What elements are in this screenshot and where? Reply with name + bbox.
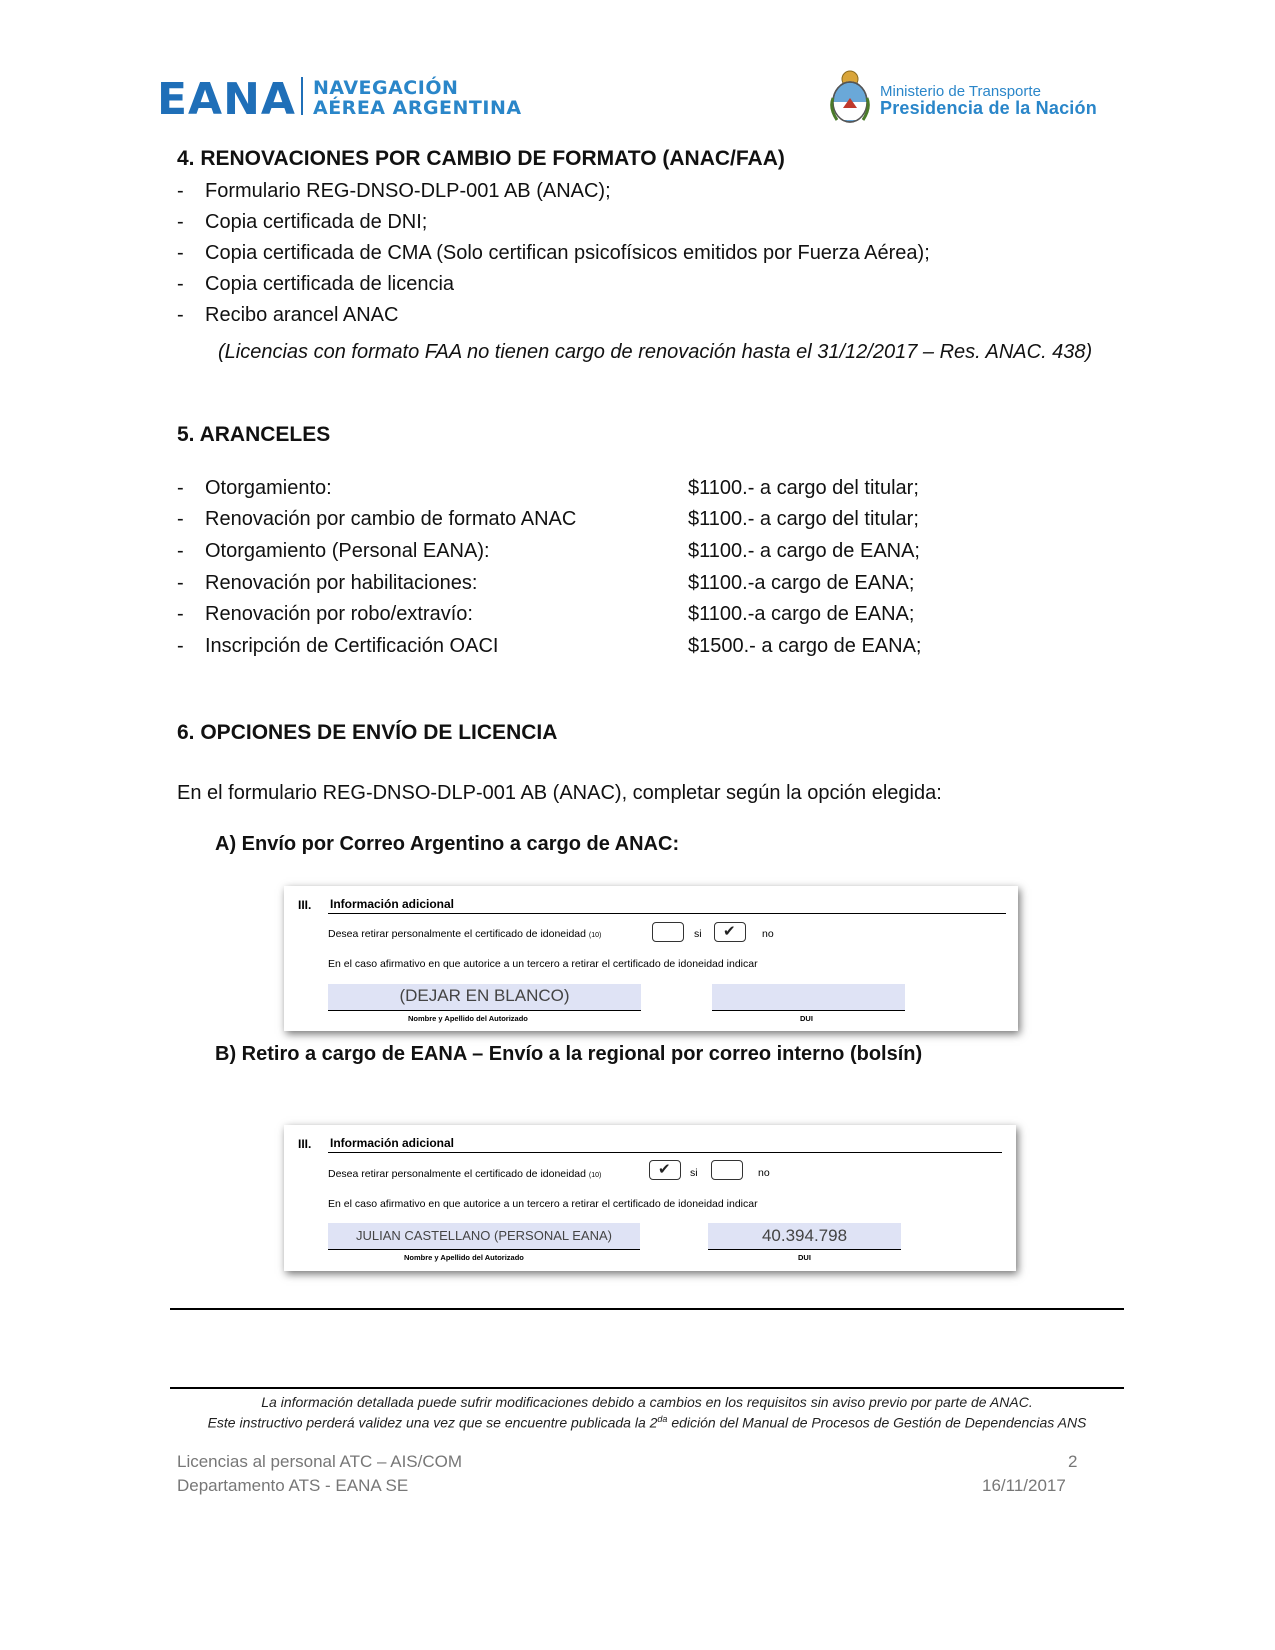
label-no: no xyxy=(762,928,774,940)
section4-note: (Licencias con formato FAA no tienen cargo de renovación hasta el 31/12/2017 – Res. ANAC. 438) xyxy=(218,341,1093,363)
section4-item: Formulario REG-DNSO-DLP-001 AB (ANAC); xyxy=(205,180,611,202)
checkbox-no[interactable] xyxy=(714,922,746,942)
fee-concept: Otorgamiento: xyxy=(205,477,332,499)
fee-concept: Renovación por robo/extravío: xyxy=(205,603,473,625)
bullet-dash: - xyxy=(177,540,184,562)
bullet-dash: - xyxy=(177,242,184,264)
section6-intro: En el formulario REG-DNSO-DLP-001 AB (ANAC), completar según la opción elegida: xyxy=(177,782,942,804)
bullet-dash: - xyxy=(177,304,184,326)
fee-amount: $1100.- a cargo de EANA; xyxy=(688,540,920,562)
dui-value: 40.394.798 xyxy=(761,1226,848,1245)
logo-divider xyxy=(301,77,303,115)
check-icon: ✔ xyxy=(658,1161,671,1178)
bullet-dash: - xyxy=(177,211,184,233)
authorized-name-value: JULIAN CASTELLANO (PERSONAL EANA) xyxy=(356,1228,612,1243)
ministry-name: Ministerio de Transporte xyxy=(880,83,1041,100)
fee-amount: $1100.- a cargo del titular; xyxy=(688,508,919,530)
fee-concept: Renovación por habilitaciones: xyxy=(205,572,478,594)
option-b-heading: B) Retiro a cargo de EANA – Envío a la regional por correo interno (bolsín) xyxy=(215,1043,923,1065)
eana-logo: EANA xyxy=(157,74,296,125)
form-option-b xyxy=(284,1125,1016,1271)
presidency-name: Presidencia de la Nación xyxy=(880,98,1097,118)
section4-item: Copia certificada de CMA (Solo certifican psicofísicos emitidos por Fuerza Aérea); xyxy=(205,242,930,264)
footer-department: Departamento ATS - EANA SE xyxy=(177,1476,409,1495)
dui-field[interactable] xyxy=(708,1223,901,1249)
form-title-rule xyxy=(328,1152,1002,1153)
bullet-dash: - xyxy=(177,180,184,202)
fee-concept: Inscripción de Certificación OACI xyxy=(205,635,499,657)
label-si: si xyxy=(694,928,702,940)
check-icon: ✔ xyxy=(723,923,736,940)
section4-item: Copia certificada de DNI; xyxy=(205,211,428,233)
page-divider xyxy=(170,1308,1124,1310)
bullet-dash: - xyxy=(177,572,184,594)
section4-item: Recibo arancel ANAC xyxy=(205,304,399,326)
fee-amount: $1100.-a cargo de EANA; xyxy=(688,603,915,625)
form-question: Desea retirar personalmente el certificado de idoneidad (10) xyxy=(328,1168,602,1180)
argentina-coat-of-arms-icon xyxy=(829,68,871,126)
form-question: Desea retirar personalmente el certificado de idoneidad (10) xyxy=(328,928,602,940)
form-section-number: III. xyxy=(298,1137,312,1151)
form-title: Información adicional xyxy=(330,897,455,911)
bullet-dash: - xyxy=(177,508,184,530)
field-underline xyxy=(328,1010,641,1011)
checkbox-si[interactable] xyxy=(649,1160,681,1180)
bullet-dash: - xyxy=(177,603,184,625)
option-a-heading: A) Envío por Correo Argentino a cargo de ANAC: xyxy=(215,833,680,855)
label-no: no xyxy=(758,1167,770,1179)
form-title: Información adicional xyxy=(330,1136,455,1150)
dui-field[interactable] xyxy=(712,984,905,1010)
caption-name: Nombre y Apellido del Autorizado xyxy=(404,1253,524,1262)
section4-item: Copia certificada de licencia xyxy=(205,273,455,295)
field-underline xyxy=(712,1010,905,1011)
authorized-name-field[interactable] xyxy=(328,1223,640,1249)
form-instruction: En el caso afirmativo en que autorice a un tercero a retirar el certificado de idoneidad indicar xyxy=(328,958,758,970)
bullet-dash: - xyxy=(177,273,184,295)
form-title-rule xyxy=(328,913,1006,914)
fee-concept: Renovación por cambio de formato ANAC xyxy=(205,508,577,530)
checkbox-no[interactable] xyxy=(711,1160,743,1180)
footer-page-number: 2 xyxy=(1068,1452,1078,1471)
label-si: si xyxy=(690,1167,698,1179)
form-section-number: III. xyxy=(298,898,312,912)
field-underline xyxy=(328,1249,640,1250)
bullet-dash: - xyxy=(177,477,184,499)
section4-title: 4. RENOVACIONES POR CAMBIO DE FORMATO (ANAC/FAA) xyxy=(177,147,785,170)
field-underline xyxy=(708,1249,901,1250)
footnote-line-2: Este instructivo perderá validez una vez que se encuentre publicada la $2^{da}$ edición del Manual de Procesos de Gestión de Dependencias ANS xyxy=(207,1414,1087,1431)
section6-title: 6. OPCIONES DE ENVÍO DE LICENCIA xyxy=(177,721,558,744)
logo-subtitle-2: AÉREA ARGENTINA xyxy=(313,97,522,119)
fee-concept: Otorgamiento (Personal EANA): xyxy=(205,540,490,562)
form-option-a xyxy=(284,886,1018,1031)
fee-amount: $1100.- a cargo del titular; xyxy=(688,477,919,499)
authorized-name-value: (DEJAR EN BLANCO) xyxy=(399,986,570,1005)
caption-dui: DUI xyxy=(800,1014,813,1023)
footer-document-title: Licencias al personal ATC – AIS/COM xyxy=(177,1452,463,1471)
logo-subtitle-1: NAVEGACIÓN xyxy=(313,77,459,99)
fee-amount: $1500.- a cargo de EANA; xyxy=(688,635,922,657)
fee-amount: $1100.-a cargo de EANA; xyxy=(688,572,915,594)
footer-date: 16/11/2017 xyxy=(982,1476,1066,1495)
form-instruction: En el caso afirmativo en que autorice a un tercero a retirar el certificado de idoneidad indicar xyxy=(328,1198,758,1210)
checkbox-si[interactable] xyxy=(652,922,684,942)
bullet-dash: - xyxy=(177,635,184,657)
caption-name: Nombre y Apellido del Autorizado xyxy=(408,1014,528,1023)
footnote-divider xyxy=(170,1387,1124,1389)
authorized-name-field[interactable] xyxy=(328,984,641,1010)
footnote-line-1: La información detallada puede sufrir modificaciones debido a cambios en los requisitos sin aviso previo por parte de ANAC. xyxy=(261,1394,1033,1410)
caption-dui: DUI xyxy=(798,1253,811,1262)
section5-title: 5. ARANCELES xyxy=(177,423,331,446)
